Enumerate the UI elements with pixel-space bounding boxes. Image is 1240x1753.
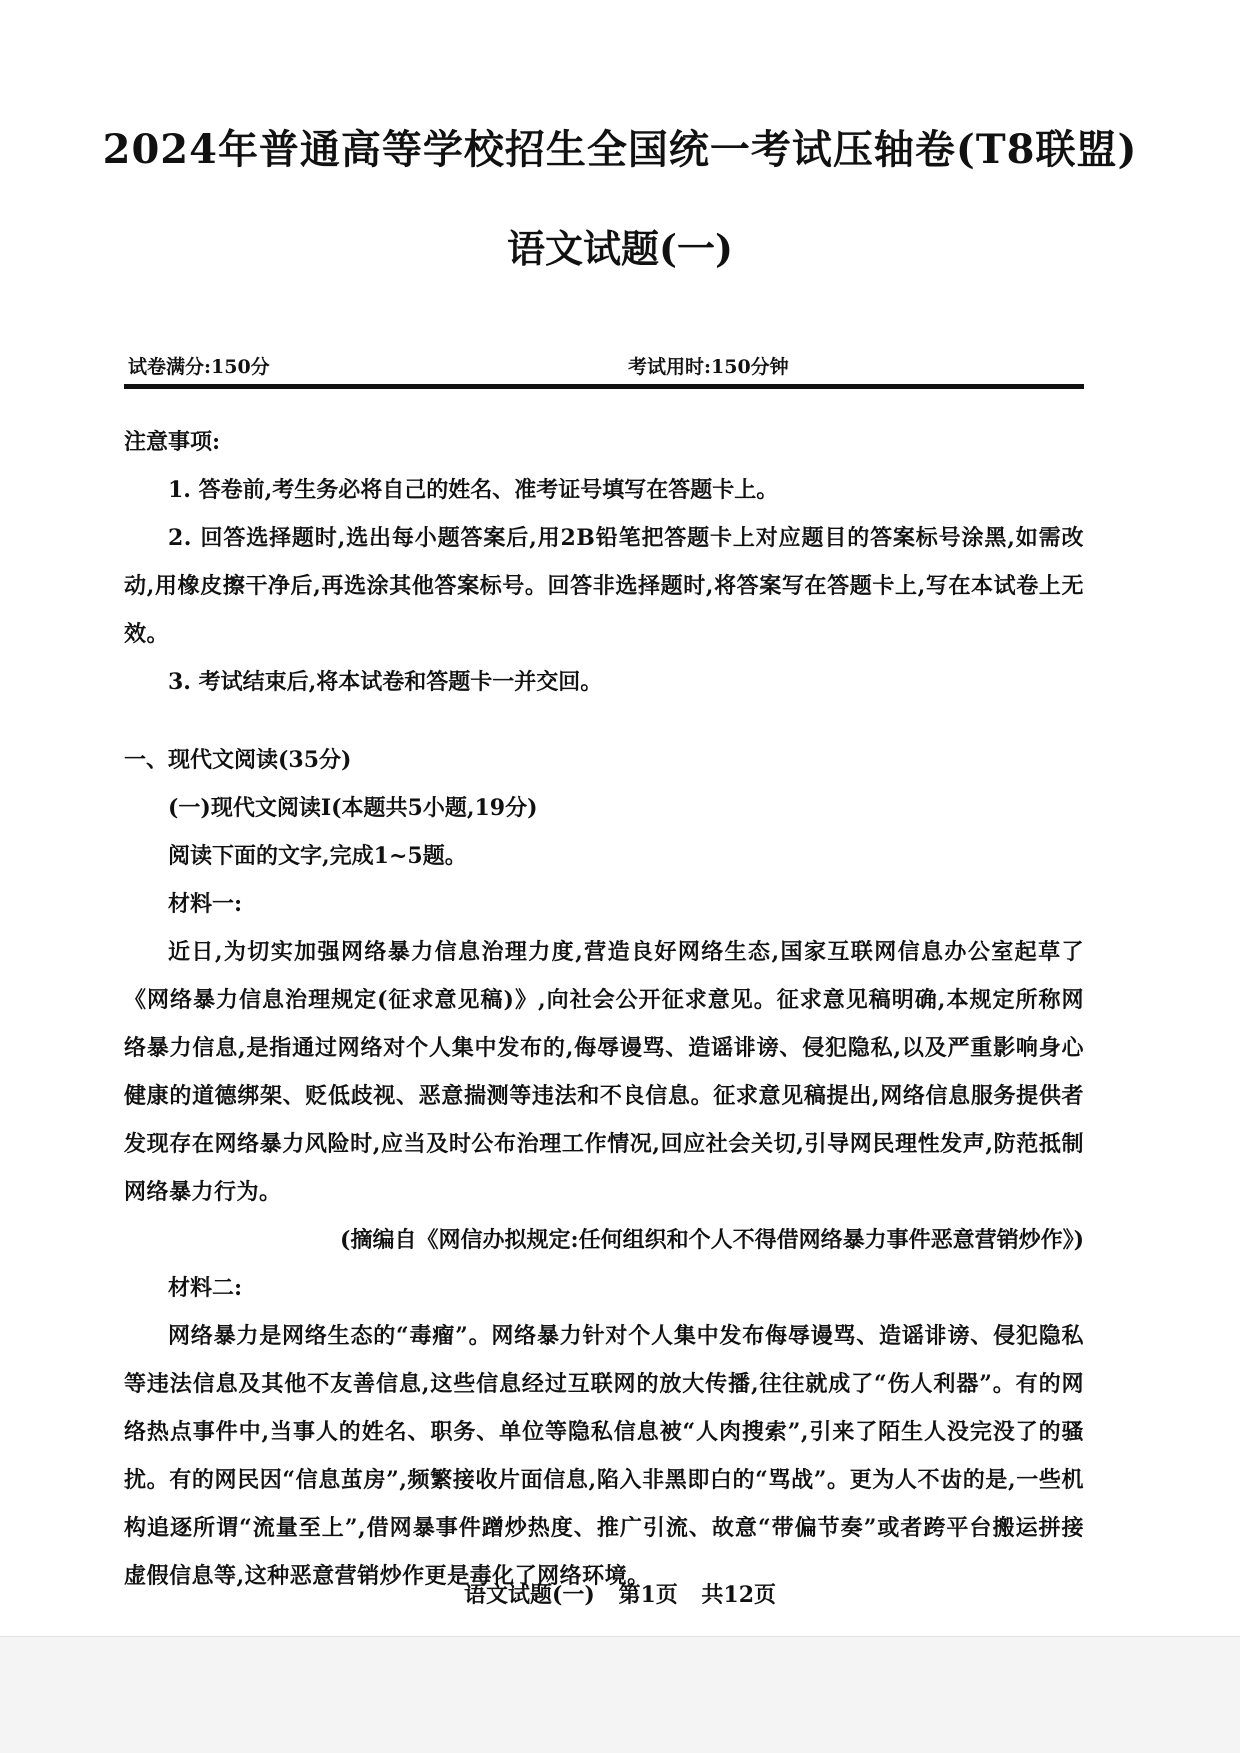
- material-one-text: 近日,为切实加强网络暴力信息治理力度,营造良好网络生态,国家互联网信息办公室起草了《网络暴力信息治理规定(征求意见稿)》,向社会公开征求意见。征求意见稿明确,本规定所称网络暴力信息,是指通过网络对个人集中发布的,侮辱谩骂、造谣诽谤、侵犯隐私,以及严重影响身心健康的道德绑架、贬低歧视、恶意揣测等违法和不良信息。征求意见稿提出,网络信息服务提供者发现存在网络暴力风险时,应当及时公布治理工作情况,回应社会关切,引导网民理性发声,防范抵制网络暴力行为。: [124, 939, 1084, 1205]
- page-gap: [0, 1636, 1240, 1753]
- footer-exam-name: 语文试题(一): [463, 1582, 595, 1608]
- sub-section-heading: (一)现代文阅读Ⅰ(本题共5小题,19分): [168, 795, 538, 821]
- section-heading: 一、现代文阅读(35分): [124, 747, 352, 773]
- notice-item: 1. 答卷前,考生务必将自己的姓名、准考证号填写在答题卡上。: [168, 477, 779, 503]
- footer-page-number: 第1页: [618, 1582, 678, 1608]
- page-footer: [0, 1578, 1240, 1609]
- notice-item: 3. 考试结束后,将本试卷和答题卡一并交回。: [168, 669, 603, 695]
- material-one-label: 材料一:: [168, 891, 243, 917]
- notice-item: 2. 回答选择题时,选出每小题答案后,用2B铅笔把答题卡上对应题目的答案标号涂黑,如需改动,用橡皮擦干净后,再选涂其他答案标号。回答非选择题时,将答案写在答题卡上,写在本试卷上无效。: [124, 525, 1084, 647]
- exam-content: [124, 418, 1084, 1600]
- duration-label: 考试用时:150分钟: [628, 356, 789, 378]
- material-one-source: (摘编自《网信办拟规定:任何组织和个人不得借网络暴力事件恶意营销炒作》): [340, 1227, 1084, 1253]
- exam-subtitle: 语文试题(一): [507, 226, 733, 271]
- full-score-label: 试卷满分:150分: [128, 356, 270, 378]
- footer-total-pages: 共12页: [701, 1582, 777, 1608]
- header-divider: [124, 384, 1084, 389]
- reading-instruction: 阅读下面的文字,完成1~5题。: [168, 843, 467, 869]
- spacer: [124, 706, 1084, 736]
- material-two-label: 材料二:: [168, 1275, 243, 1301]
- notice-heading: 注意事项:: [124, 429, 221, 455]
- material-two-text: 网络暴力是网络生态的“毒瘤”。网络暴力针对个人集中发布侮辱谩骂、造谣诽谤、侵犯隐私等违法信息及其他不友善信息,这些信息经过互联网的放大传播,往往就成了“伤人利器”。有的网络热点事件中,当事人的姓名、职务、单位等隐私信息被“人肉搜索”,引来了陌生人没完没了的骚扰。有的网民因“信息茧房”,频繁接收片面信息,陷入非黑即白的“骂战”。更为人不齿的是,一些机构追逐所谓“流量至上”,借网暴事件蹭炒热度、推广引流、故意“带偏节奏”或者跨平台搬运拼接虚假信息等,这种恶意营销炒作更是毒化了网络环境。: [124, 1323, 1084, 1589]
- exam-title: 2024年普通高等学校招生全国统一考试压轴卷(T8联盟): [102, 126, 1138, 173]
